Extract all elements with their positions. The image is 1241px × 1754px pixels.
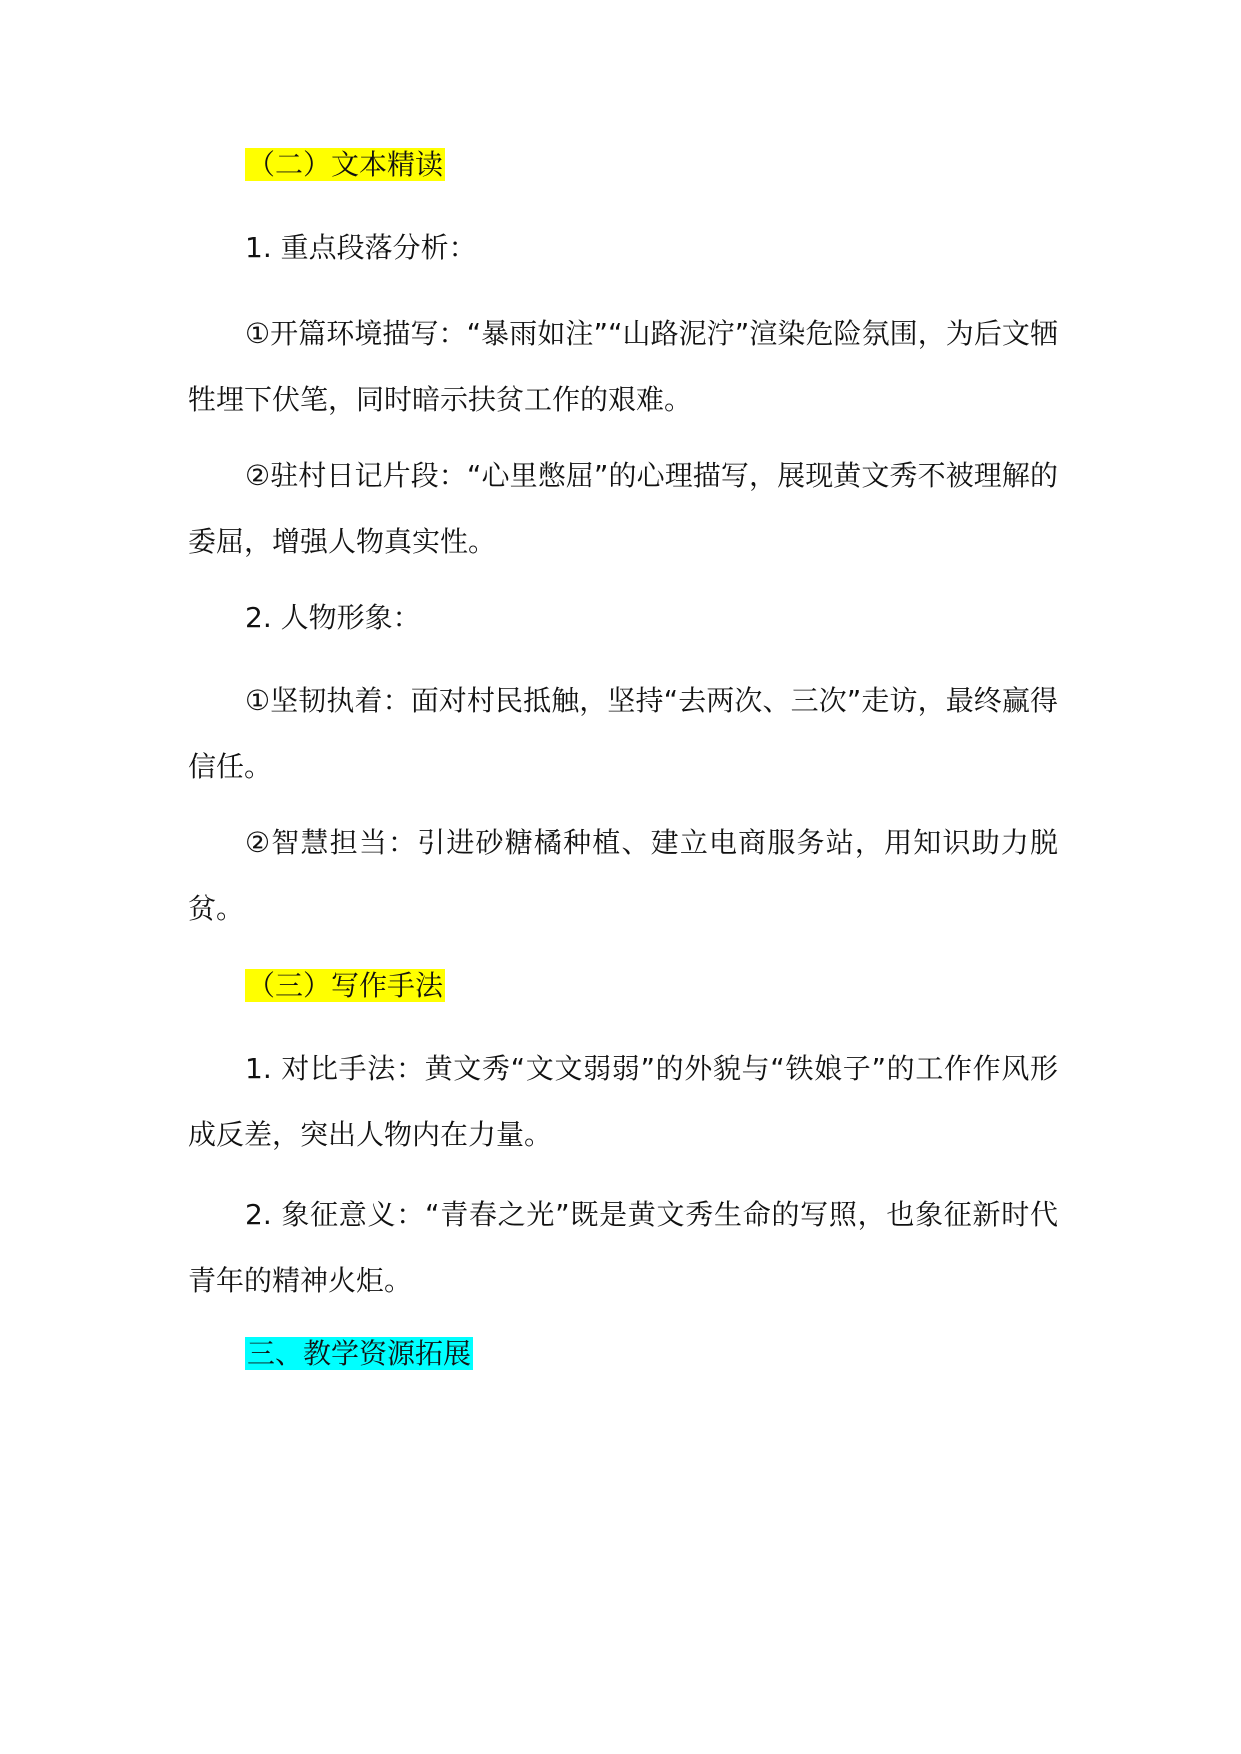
- paragraph-opening-description: ①开篇环境描写：“暴雨如注”“山路泥泞”渲染危险氛围，为后文牺牲埋下伏笔，同时暗示扶贫工作的艰难。: [188, 317, 1058, 416]
- item-title-character-image: 2. 人物形象：: [245, 601, 421, 634]
- section-heading-writing-techniques: [245, 966, 1115, 1006]
- item-title-key-paragraphs: 1. 重点段落分析：: [245, 231, 477, 264]
- highlight-yellow: （三）写作手法: [247, 969, 444, 1002]
- paragraph-symbolism: 2. 象征意义：“青春之光”既是黄文秀生命的写照，也象征新时代青年的精神火炬。: [188, 1198, 1058, 1297]
- highlight-yellow: （二）文本精读: [247, 148, 444, 181]
- section-heading-text-reading: [245, 145, 1115, 185]
- paragraph-wisdom: ②智慧担当：引进砂糖橘种植、建立电商服务站，用知识助力脱贫。: [188, 826, 1058, 925]
- paragraph-diary-excerpt: ②驻村日记片段：“心里憋屈”的心理描写，展现黄文秀不被理解的委屈，增强人物真实性。: [188, 459, 1058, 558]
- paragraph-contrast-technique: 1. 对比手法：黄文秀“文文弱弱”的外貌与“铁娘子”的工作作风形成反差，突出人物内在力量。: [188, 1052, 1058, 1151]
- main-heading-teaching-resources: [245, 1334, 1115, 1374]
- highlight-cyan: 三、教学资源拓展: [247, 1337, 472, 1370]
- paragraph-tenacity: ①坚韧执着：面对村民抵触，坚持“去两次、三次”走访，最终赢得信任。: [188, 684, 1058, 783]
